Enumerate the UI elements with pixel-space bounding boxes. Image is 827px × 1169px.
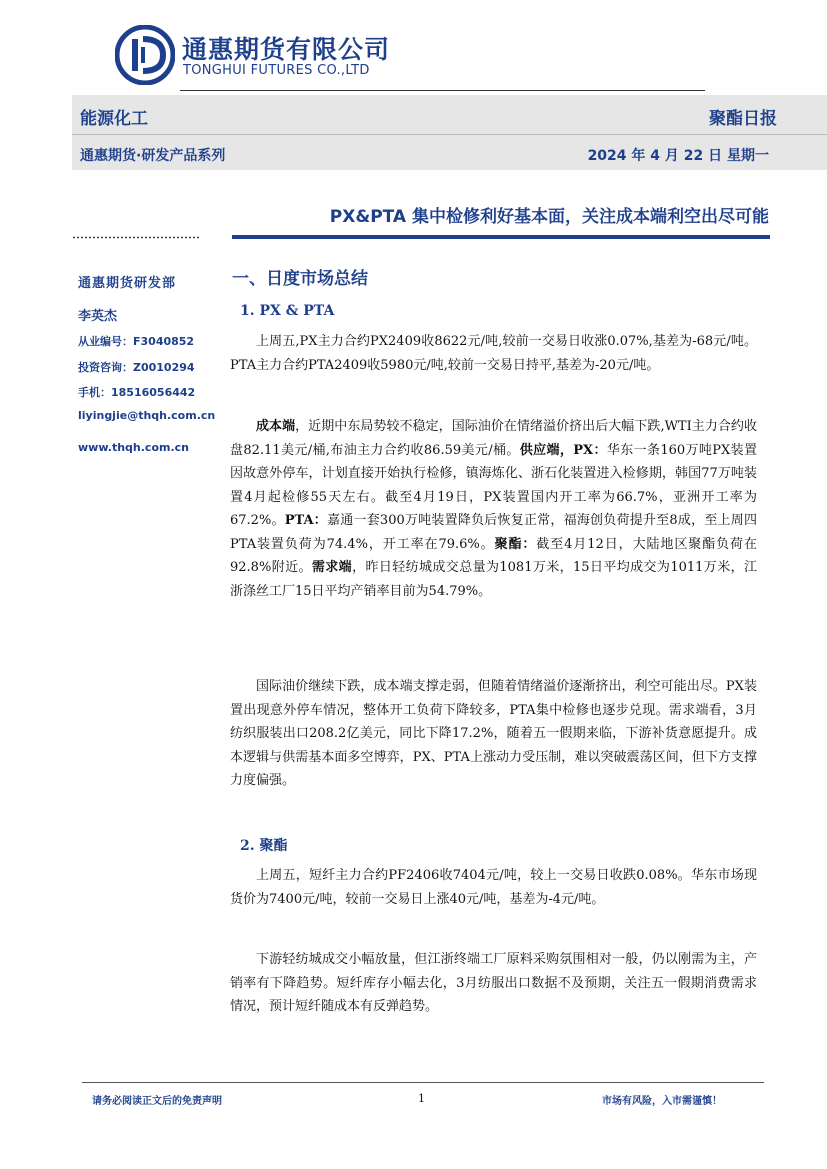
headline-bar [232, 235, 770, 239]
label-polyester: 聚酯： [494, 536, 537, 552]
label-pta: PTA： [284, 513, 328, 528]
company-name-en: TONGHUI FUTURES CO.,LTD [183, 63, 370, 78]
report-type-label: 聚酯日报 [709, 109, 777, 129]
sector-label: 能源化工 [80, 109, 148, 129]
paragraph-fundamentals: 成本端，近期中东局势较不稳定，国际油价在情绪溢价挤出后大幅下跌,WTI主力合约收盘82.11美元/桶,布油主力合约收86.59美元/桶。供应端，PX：华东一条160万吨PX装置因故意外停车，计划直接开始执行检修，镇海炼化、浙石化装置进入检修期，韩国77万吨装置4月起检修55天左右。截至4月19日，PX装置国内开工率为66.7%，亚洲开工率为67.2%。PTA：嘉通一套300万吨装置降负后恢复正常，福海创负荷提升至8成，至上周四PTA装置负荷为74.4%，开工率在79.6%。聚酯：截至4月12日，大陆地区聚酯负荷在92.8%附近。需求端，昨日轻纺城成交总量为1081万米，15日平均成交为1011万米，江浙涤丝工厂15日平均产销率目前为54.79%。 [230, 419, 757, 599]
dotted-rule [72, 236, 200, 239]
series-label: 通惠期货·研发产品系列 [80, 148, 226, 164]
company-logo-icon [115, 25, 175, 85]
paragraph-px-pta-prices: 上周五,PX主力合约PX2409收8622元/吨,较前一交易日收涨0.07%,基差为-68元/吨。PTA主力合约PTA2409收5980元/吨,较前一交易日持平,基差为-20元/吨。 [230, 334, 757, 373]
company-name-cn: 通惠期货有限公司 [182, 35, 391, 64]
report-date: 2024 年 4 月 22 日 星期一 [587, 148, 769, 164]
paragraph-polyester-prices: 上周五，短纤主力合约PF2406收7404元/吨，较上一交易日收跌0.08%。华东市场现货价为7400元/吨，较前一交易日上涨40元/吨，基差为-4元/吨。 [230, 868, 757, 907]
sidebar-email[interactable]: liyingjie@thqh.com.cn [78, 409, 216, 422]
banner-divider [72, 134, 827, 135]
section-title: 一、日度市场总结 [232, 269, 368, 289]
subsection-title-polyester: 2. 聚酯 [240, 838, 288, 854]
report-headline: PX&PTA 集中检修利好基本面，关注成本端利空出尽可能 [329, 207, 769, 227]
paragraph-polyester-outlook: 下游轻纺城成交小幅放量，但江浙终端工厂原料采购氛围相对一般，仍以刚需为主，产销率有下降趋势。短纤库存小幅去化，3月纺服出口数据不及预期，关注五一假期消费需求情况，预计短纤随成本有反弹趋势。 [230, 952, 757, 1014]
label-demand: 需求端 [311, 560, 353, 575]
paragraph-px-pta-outlook: 国际油价继续下跌，成本端支撑走弱，但随着情绪溢价逐渐挤出，利空可能出尽。PX装置出现意外停车情况，整体开工负荷下降较多，PTA集中检修也逐步兑现。需求端看，3月纺织服装出口208.2亿美元，同比下降17.2%，随着五一假期来临，下游补货意愿提升。成本逻辑与供需基本面多空博弈，PX、PTA上涨动力受压制，难以突破震荡区间，但下方支撑力度偏强。 [230, 679, 757, 788]
sidebar-advisory: 投资咨询：Z0010294 [78, 361, 195, 374]
subsection-title-px-pta: 1. PX & PTA [240, 303, 335, 319]
footer-risk-note: 市场有风险，入市需谨慎！ [602, 1096, 722, 1107]
label-cost: 成本端 [256, 419, 296, 434]
page-number: 1 [418, 1092, 425, 1105]
sidebar-phone: 手机：18516056442 [78, 386, 196, 399]
header-divider [180, 90, 705, 91]
sidebar-license: 从业编号：F3040852 [78, 335, 195, 348]
sidebar-website[interactable]: www.thqh.com.cn [78, 441, 190, 454]
sidebar-dept: 通惠期货研发部 [78, 276, 177, 291]
footer-disclaimer[interactable]: 请务必阅读正文后的免责声明 [92, 1096, 222, 1107]
sidebar-analyst: 李英杰 [78, 309, 118, 324]
label-supply: 供应端，PX： [519, 442, 607, 458]
footer-divider [82, 1082, 764, 1083]
